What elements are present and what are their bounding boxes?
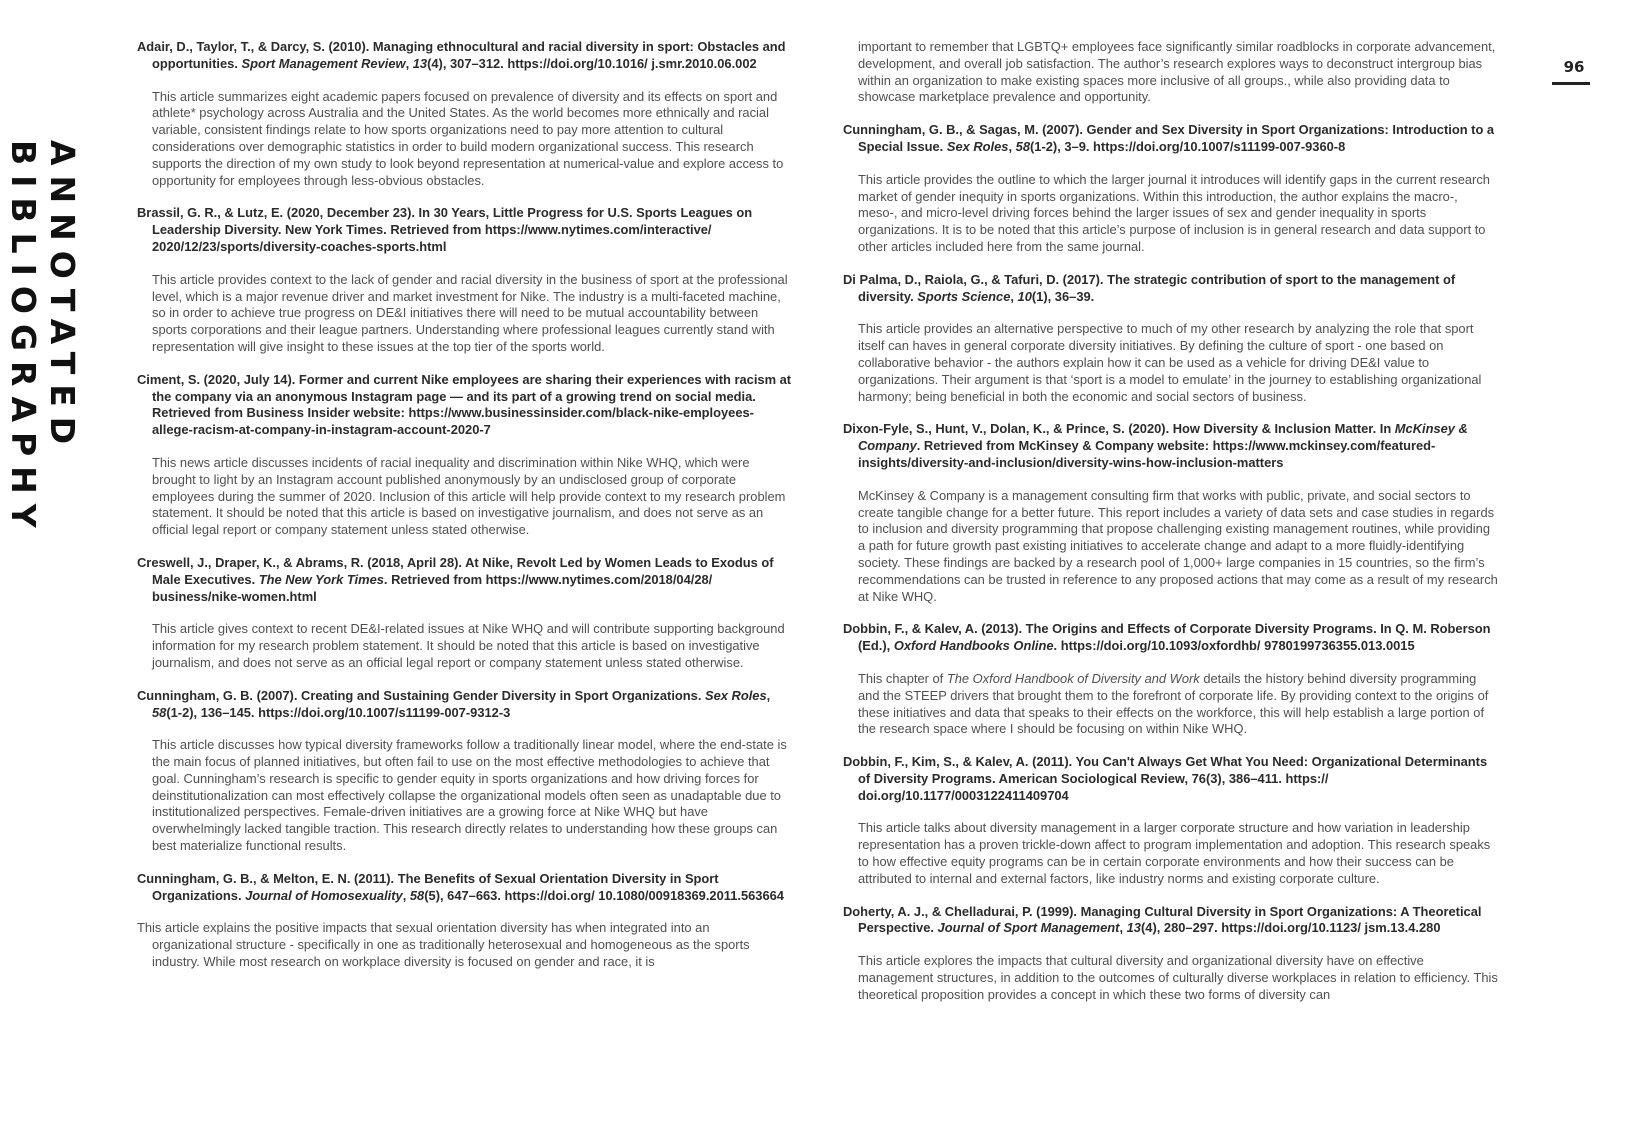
bibliography-entry <box>843 122 1498 256</box>
entry-annotation <box>137 455 792 539</box>
text-run: This article gives context to recent DE&I-related issues at Nike WHQ and will contribute supporting background information for my research problem statement. It should be noted that this article is based on investigative journalism, and does not serve as an official legal report or company statement unless stated otherwise. <box>152 621 785 670</box>
bibliography-entry <box>843 754 1498 888</box>
text-run: , <box>405 55 413 71</box>
text-run: (1), 36–39. <box>1031 288 1095 304</box>
text-run: Dobbin, F., Kim, S., & Kalev, A. (2011). You Can't Always Get What You Need: Organizational Determinants of Diversity Programs. American Sociological Review, 76(3), 386–411. https:// doi.org/10.1177/0003122411409704 <box>843 754 1488 803</box>
text-run: . Retrieved from https://www.nytimes.com/2018/04/28/ business/nike-women.html <box>152 571 713 604</box>
italic-text: 58 <box>152 704 167 720</box>
text-run: Ciment, S. (2020, July 14). Former and current Nike employees are sharing their experiences with racism at the company via an anonymous Instagram page — and its part of a growing trend on social media. Retrieved from Business Insider website: https://www.businessinsider.com/black-nike-employees-allege-racism-at-company-in-instagram-account-2020-7 <box>137 371 792 438</box>
italic-text: Journal of Sport Management <box>937 920 1120 936</box>
text-run: This article explains the positive impacts that sexual orientation diversity has when integrated into an organizational structure - specifically in one as traditionally heterosexual and homogeneous as the sports industry. While most research on workplace diversity is focused on gender and race, it is <box>137 920 750 970</box>
entry-annotation <box>137 621 792 671</box>
text-run: (1-2), 3–9. https://doi.org/10.1007/s11199-007-9360-8 <box>1030 138 1346 154</box>
text-run: Di Palma, D., Raiola, G., & Tafuri, D. (2017). The strategic contribution of sport to the management of diversity. <box>843 271 1456 304</box>
italic-text: Sport Management Review <box>241 55 406 71</box>
text-run: details the history behind diversity programming and the STEEP drivers that brought them to the forefront of corporate life. By providing context to the origins of these initiatives and data that speaks to their effects on the workforce, this will help establish a large portion of the research space where I should be focusing on within Nike WHQ. <box>858 670 1489 737</box>
text-run: important to remember that LGBTQ+ employees face significantly similar roadblocks in corporate advancement, development, and overall job satisfaction. The author’s research explores ways to deconstruct intergroup bias within an organization to make existing spaces more inclusive of all groups., while also providing data to showcase marketplace prevalence and opportunity. <box>858 39 1496 105</box>
text-run: (4), 307–312. https://doi.org/10.1016/ j.smr.2010.06.002 <box>427 55 757 71</box>
bibliography-entry <box>137 372 792 539</box>
text-run: Cunningham, G. B., & Sagas, M. (2007). Gender and Sex Diversity in Sport Organizations: Introduction to a Special Issue. <box>843 122 1495 154</box>
page-number: 96 <box>1563 58 1585 76</box>
entry-citation <box>137 871 792 905</box>
text-run: Creswell, J., Draper, K., & Abrams, R. (2018, April 28). At Nike, Revolt Led by Women Leads to Exodus of Male Executives. <box>137 554 774 587</box>
entry-annotation <box>137 272 792 356</box>
entry-annotation <box>843 321 1498 405</box>
bibliography-entry <box>137 555 792 672</box>
entry-citation <box>843 272 1498 306</box>
text-run: McKinsey & Company is a management consulting firm that works with public, private, and social sectors to create tangible change for a better future. This report includes a variety of data sets and case studies in regards to inclusion and diversity programming that propose challenging existing management routines, while providing a path for future growth past existing initiatives to accelerate change and adapt to a more fluidly-identifying society. These findings are backed by a research pool of 1,000+ large companies in 15 countries, so the firm’s recommendations can be trusted in reference to any proposed actions that may come as a result of my research at Nike WHQ. <box>858 487 1498 604</box>
entry-citation <box>843 754 1498 804</box>
text-run: This article summarizes eight academic papers focused on prevalence of diversity and its effects on sport and athlete* psychology across Australia and the United States. As the world becomes more ethnically and racial variable, consistent findings relate to how sports organizations need to pay more attention to cultural considerations over demographic statistics in order to build modern organizational success. This research supports the direction of my own study to look beyond representation at numerical-value and explore access to opportunity for employees through less-obvious obstacles. <box>152 88 784 188</box>
entry-citation <box>843 122 1498 156</box>
entry-annotation <box>843 671 1498 738</box>
italic-text: 58 <box>1015 138 1030 154</box>
italic-text: 13 <box>412 55 428 71</box>
text-run: , <box>1119 920 1127 936</box>
bibliography-entry <box>843 421 1498 605</box>
entry-annotation <box>137 920 792 970</box>
entry-citation <box>843 621 1498 655</box>
text-run: Dobbin, F., & Kalev, A. (2013). The Origins and Effects of Corporate Diversity Programs. In Q. M. Roberson (Ed.), <box>843 621 1491 654</box>
text-run: This news article discusses incidents of racial inequality and discrimination within Nike WHQ, which were brought to light by an Instagram account published anonymously by an undisclosed group of corporate employees during the summer of 2020. Inclusion of this article will help provide context to my research problem statement. It should be noted that this article is based on investigative journalism, and does not serve as an official legal report or company statement unless stated otherwise. <box>152 454 786 538</box>
text-run: This article discusses how typical diversity frameworks follow a traditionally linear model, where the end-state is the main focus of planned initiatives, but often fail to use on the most effective methodologies to achieve that goal. Cunningham’s research is specific to gender equity in sports organizations and how driving forces for deinstitutionalization can most effectively collapse the organizational models often seen as unadaptable due to institutionalized perspectives. Female-driven initiatives are a growing force at Nike WHQ but have overwhelmingly lacked tangible traction. This research directly relates to understanding how these groups can best materialize functional results. <box>152 737 787 854</box>
entry-citation <box>137 555 792 605</box>
text-run: . https://doi.org/10.1093/oxfordhb/ 9780199736355.013.0015 <box>1053 638 1415 654</box>
text-run: Adair, D., Taylor, T., & Darcy, S. (2010). Managing ethnocultural and racial diversity in sport: Obstacles and opportunities. <box>137 39 786 71</box>
text-run: Dixon-Fyle, S., Hunt, V., Dolan, K., & Prince, S. (2020). How Diversity & Inclusion Matter. In <box>843 421 1395 437</box>
text-run: , <box>766 687 771 703</box>
bibliography-entry <box>843 904 1498 1004</box>
text-run: This article provides an alternative perspective to much of my other research by analyzing the role that sport itself can haves in general corporate diversity initiatives. By defining the culture of sport - one based on collaborative behavior - the authors explain how it can be used as a vehicle for driving DE&I value to organizations. Their argument is that ‘sport is a model to emulate’ in the journey to establishing organizational harmony; being beneficial in both the economic and social sectors of business. <box>858 321 1482 404</box>
text-run: This chapter of <box>858 670 947 686</box>
text-run: (1-2), 136–145. https://doi.org/10.1007/s11199-007-9312-3 <box>166 704 511 720</box>
italic-text: The Oxford Handbook of Diversity and Work <box>946 670 1200 686</box>
text-run: (4), 280–297. https://doi.org/10.1123/ jsm.13.4.280 <box>1140 920 1441 936</box>
right-column <box>843 39 1498 1020</box>
text-run: , <box>1010 288 1018 304</box>
entry-citation <box>137 688 792 722</box>
italic-text: Sports Science <box>917 288 1011 304</box>
entry-annotation <box>843 953 1498 1003</box>
entry-citation <box>137 205 792 255</box>
italic-text: Sex Roles <box>946 138 1009 154</box>
italic-text: Sex Roles <box>705 687 767 703</box>
text-run: This article provides the outline to which the larger journal it introduces will identify gaps in the current research market of gender inequity in sports organizations. Within this introduction, the author explains the macro-, meso-, and micro-level driving forces behind the larger issues of sex and gender inequality in sports organizations. It is to be noted that this article’s purpose of inclusion is in general research and data support to other articles included here from the same journal. <box>858 171 1490 254</box>
text-run: This article explores the impacts that cultural diversity and organizational diversity have on effective management structures, in addition to the outcomes of culturally diverse workplaces in relation to efficiency. This theoretical proposition provides a concept in which these two forms of diversity can <box>858 953 1498 1002</box>
italic-text: Journal of Homosexuality <box>245 887 403 903</box>
text-run: , <box>1008 138 1016 154</box>
bibliography-entry <box>137 688 792 855</box>
text-run: Brassil, G. R., & Lutz, E. (2020, December 23). In 30 Years, Little Progress for U.S. Sports Leagues on Leadership Diversity. New York Times. Retrieved from https://www.nytimes.com/interactive/ 2020/12/23/sports/diversity-coaches-sports.html <box>137 205 753 254</box>
entry-citation <box>843 904 1498 938</box>
text-run: , <box>402 887 410 903</box>
bibliography-entry <box>137 871 792 971</box>
entry-citation <box>137 372 792 439</box>
bibliography-entry <box>137 39 792 189</box>
entry-annotation <box>843 488 1498 606</box>
entry-annotation <box>137 89 792 190</box>
entry-citation <box>843 421 1498 471</box>
italic-text: 13 <box>1126 920 1141 936</box>
page-number-underline <box>1552 82 1590 85</box>
text-run: Cunningham, G. B., & Melton, E. N. (2011). The Benefits of Sexual Orientation Diversity in Sport Organizations. <box>137 870 719 903</box>
italic-text: The New York Times <box>258 571 384 587</box>
bibliography-entry <box>137 205 792 355</box>
entry-annotation <box>843 172 1498 256</box>
text-run: This article talks about diversity management in a larger corporate structure and how variation in leadership representation has a proven trickle-down affect to program implementation and adoption. This research speaks to how effective equity programs can be in certain corporate environments and how their success can be attributed to internal and external factors, like industry norms and existing corporate culture. <box>858 820 1491 886</box>
entry-annotation <box>843 820 1498 887</box>
text-run: . Retrieved from McKinsey & Company website: https://www.mckinsey.com/featured-insights/diversity-and-inclusion/diversity-wins-how-inclusion-matters <box>858 438 1436 470</box>
text-run: This article provides context to the lack of gender and racial diversity in the business of sport at the professional level, which is a major revenue driver and market investment for Nike. The industry is a multi-faceted machine, so in order to achieve true progress on DE&I initiatives there will need to be mutual accountability between sports corporations and their league partners. Understanding where professional leagues currently stand with representation will give insight to these issues at the top tier of the sports world. <box>152 271 788 354</box>
bibliography-entry <box>843 621 1498 738</box>
bibliography-entry <box>843 272 1498 406</box>
text-run: Cunningham, G. B. (2007). Creating and Sustaining Gender Diversity in Sport Organizations. <box>137 687 705 703</box>
entry-citation <box>137 39 792 73</box>
italic-text: 58 <box>409 887 425 903</box>
left-column <box>137 39 792 987</box>
vertical-section-title: ANNOTATED BIBLIOGRAPHY <box>4 140 82 538</box>
text-run: Doherty, A. J., & Chelladurai, P. (1999). Managing Cultural Diversity in Sport Organizations: A Theoretical Perspective. <box>843 903 1482 936</box>
text-run: (5), 647–663. https://doi.org/ 10.1080/00918369.2011.563664 <box>424 887 784 903</box>
bibliography-entry <box>843 39 1498 106</box>
italic-text: McKinsey & Company <box>858 421 1468 454</box>
italic-text: 10 <box>1017 288 1032 304</box>
entry-annotation <box>843 39 1498 106</box>
italic-text: Oxford Handbooks Online <box>893 638 1054 654</box>
entry-annotation <box>137 737 792 855</box>
